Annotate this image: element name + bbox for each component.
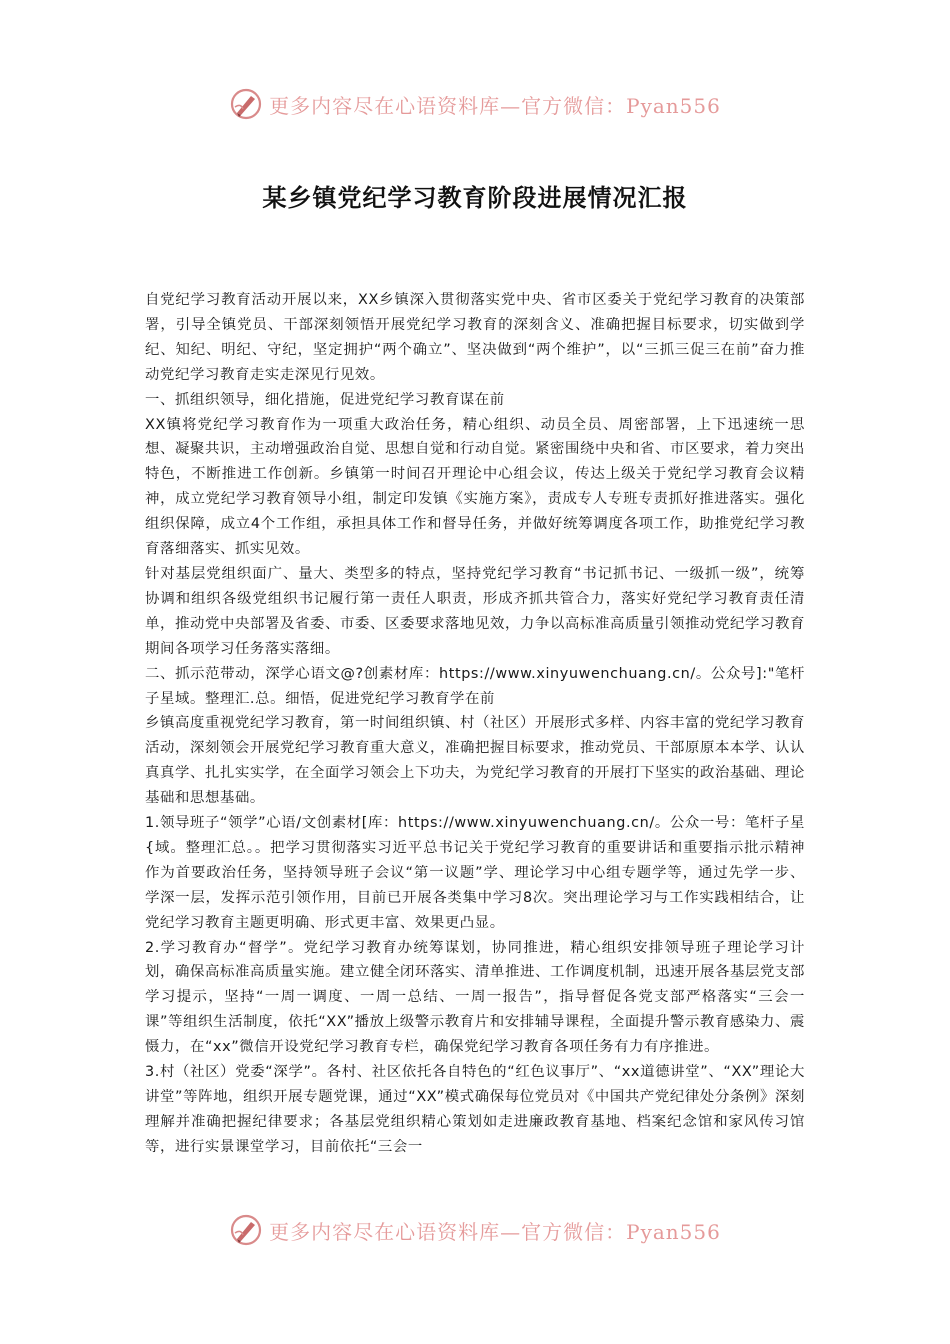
- document-title: 某乡镇党纪学习教育阶段进展情况汇报: [262, 184, 688, 212]
- pen-logo-icon: [229, 1213, 263, 1247]
- body-paragraph: 针对基层党组织面广、量大、类型多的特点，坚持党纪学习教育“书记抓书记、一级抓一级”，统筹协调和组织各级党组织书记履行第一责任人职责，形成齐抓共管合力，落实好党纪学习教育责任清单，推动党中央部署及省委、市委、区委要求落地见效，力争以高标准高质量引领推动党纪学习教育期间各项学习任务落实落细。: [145, 565, 805, 657]
- section-heading-2: 二、抓示范带动，深学心语文@?创素材库：https://www.xinyuwenchuang.cn/。公众号]:"笔杆子星域。整理汇.总。细悟，促进党纪学习教育学在前: [145, 665, 805, 707]
- watermark-banner-bottom: [0, 1210, 950, 1250]
- section-heading-1: 一、抓组织领导，细化措施，促进党纪学习教育谋在前: [145, 391, 505, 408]
- list-item-2: 2.学习教育办“督学”。党纪学习教育办统筹谋划，协同推进，精心组织安排领导班子理论学习计划，确保高标准高质量实施。建立健全闭环落实、清单推进、工作调度机制，迅速开展各基层党支部学习提示，坚持“一周一调度、一周一总结、一周一报告”，指导督促各党支部严格落实“三会一课”等组织生活制度，依托“XX”播放上级警示教育片和安排辅导课程，全面提升警示教育感染力、震慑力，在“xx”微信开设党纪学习教育专栏，确保党纪学习教育各项任务有力有序推进。: [145, 939, 805, 1056]
- body-paragraph: 乡镇高度重视党纪学习教育，第一时间组织镇、村（社区）开展形式多样、内容丰富的党纪学习教育活动，深刻领会开展党纪学习教育重大意义，准确把握目标要求，推动党员、干部原原本本学、认认真真学、扎扎实实学，在全面学习领会上下功夫，为党纪学习教育的开展打下坚实的政治基础、理论基础和思想基础。: [145, 715, 805, 807]
- pen-logo-icon: [229, 87, 263, 121]
- body-paragraph: XX镇将党纪学习教育作为一项重大政治任务，精心组织、动员全员、周密部署，上下迅速统一思想、凝聚共识，主动增强政治自觉、思想自觉和行动自觉。紧密围绕中央和省、市区要求，着力突出特色，不断推进工作创新。乡镇第一时间召开理论中心组会议，传达上级关于党纪学习教育会议精神，成立党纪学习教育领导小组，制定印发镇《实施方案》，责成专人专班专责抓好推进落实。强化组织保障，成立4个工作组，承担具体工作和督导任务，并做好统筹调度各项工作，助推党纪学习教育落细落实、抓实见效。: [145, 416, 805, 558]
- watermark-banner-top: [0, 84, 950, 124]
- document-body: [145, 288, 805, 1160]
- intro-paragraph: 自党纪学习教育活动开展以来，XX乡镇深入贯彻落实党中央、省市区委关于党纪学习教育的决策部署，引导全镇党员、干部深刻领悟开展党纪学习教育的深刻含义、准确把握目标要求，切实做到学纪、知纪、明纪、守纪，坚定拥护“两个确立”、坚决做到“两个维护”，以“三抓三促三在前”奋力推动党纪学习教育走实走深见行见效。: [145, 292, 805, 383]
- watermark-text: 更多内容尽在心语资料库—官方微信：Pyan556: [269, 1219, 721, 1244]
- list-item-1: 1.领导班子“领学”心语/文创素材[库：https://www.xinyuwenchuang.cn/。公众一号：笔杆子星{域。整理汇总。。把学习贯彻落实习近平总书记关于党纪学习教育的重要讲话和重要指示批示精神作为首要政治任务，坚持领导班子会议“第一议题”学、理论学习中心组专题学等，通过先学一步、学深一层，发挥示范引领作用，目前已开展各类集中学习8次。突出理论学习与工作实践相结合，让党纪学习教育主题更明确、形式更丰富、效果更凸显。: [145, 815, 805, 931]
- watermark-text: 更多内容尽在心语资料库—官方微信：Pyan556: [269, 93, 721, 118]
- list-item-3: 3.村（社区）党委“深学”。各村、社区依托各自特色的“红色议事厅”、“xx道德讲堂”、“XX”理论大讲堂”等阵地，组织开展专题党课，通过“XX”模式确保每位党员对《中国共产党纪律处分条例》深刻理解并准确把握纪律要求；各基层党组织精心策划如走进廉政教育基地、档案纪念馆和家风传习馆等，进行实景课堂学习，目前依托“三会一: [145, 1064, 805, 1155]
